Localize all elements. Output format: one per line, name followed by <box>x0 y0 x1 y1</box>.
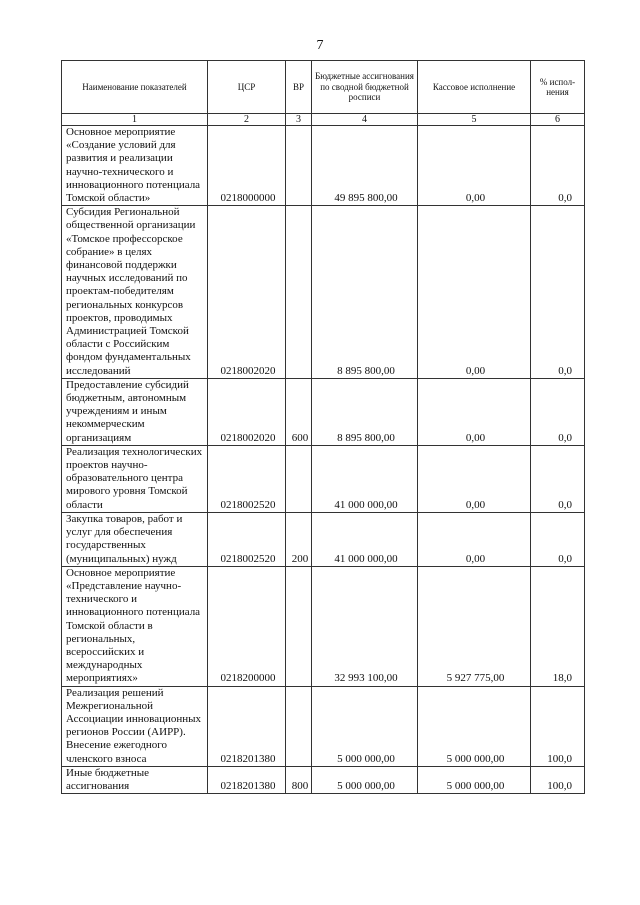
table-row <box>62 766 585 793</box>
row-csr: 0218002520 <box>208 445 286 512</box>
table-row <box>62 206 585 379</box>
row-budget: 8 895 800,00 <box>312 206 418 379</box>
row-cash: 0,00 <box>418 512 531 566</box>
row-vr <box>286 686 312 766</box>
row-csr: 0218201380 <box>208 686 286 766</box>
header-pct: % испол-нения <box>531 61 585 114</box>
row-vr: 600 <box>286 378 312 445</box>
row-pct: 0,0 <box>531 126 585 206</box>
row-name: Основное мероприятие «Представление научно-технического и инновационного потенциала Томской области в региональных, всероссийских и международных мероприятиях» <box>62 566 208 686</box>
row-csr: 0218002520 <box>208 512 286 566</box>
row-vr <box>286 206 312 379</box>
table-row <box>62 566 585 686</box>
row-name: Реализация технологических проектов научно-образовательного центра мирового уровня Томской области <box>62 445 208 512</box>
row-pct: 0,0 <box>531 445 585 512</box>
row-name: Предоставление субсидий бюджетным, автономным учреждениям и иным некоммерческим организациям <box>62 378 208 445</box>
column-number: 2 <box>208 114 286 126</box>
row-csr: 0218002020 <box>208 206 286 379</box>
table-row <box>62 686 585 766</box>
page-number: 7 <box>316 38 324 53</box>
table-row <box>62 126 585 206</box>
row-pct: 18,0 <box>531 566 585 686</box>
table-row <box>62 445 585 512</box>
row-cash: 5 000 000,00 <box>418 686 531 766</box>
column-number: 5 <box>418 114 531 126</box>
row-cash: 0,00 <box>418 445 531 512</box>
header-row <box>62 61 585 114</box>
row-name: Основное мероприятие «Создание условий для развития и реализации научно-технического и инновационного потенциала Томской области» <box>62 126 208 206</box>
row-budget: 5 000 000,00 <box>312 766 418 793</box>
row-pct: 100,0 <box>531 766 585 793</box>
column-number: 4 <box>312 114 418 126</box>
row-vr <box>286 126 312 206</box>
header-vr: ВР <box>286 61 312 114</box>
row-name: Реализация решений Межрегиональной Ассоциации инновационных регионов России (АИРР). Внесение ежегодного членского взноса <box>62 686 208 766</box>
header-cash: Кассовое исполнение <box>418 61 531 114</box>
row-cash: 0,00 <box>418 378 531 445</box>
row-cash: 0,00 <box>418 126 531 206</box>
row-pct: 100,0 <box>531 686 585 766</box>
row-pct: 0,0 <box>531 206 585 379</box>
row-budget: 41 000 000,00 <box>312 512 418 566</box>
column-number: 6 <box>531 114 585 126</box>
budget-execution-table <box>61 60 585 794</box>
row-budget: 32 993 100,00 <box>312 566 418 686</box>
row-cash: 5 000 000,00 <box>418 766 531 793</box>
row-cash: 0,00 <box>418 206 531 379</box>
row-vr: 200 <box>286 512 312 566</box>
row-vr <box>286 566 312 686</box>
row-cash: 5 927 775,00 <box>418 566 531 686</box>
row-name: Закупка товаров, работ и услуг для обеспечения государственных (муниципальных) нужд <box>62 512 208 566</box>
row-budget: 8 895 800,00 <box>312 378 418 445</box>
row-csr: 0218201380 <box>208 766 286 793</box>
row-name: Субсидия Региональной общественной организации «Томское профессорское собрание» в целях финансовой поддержки научных исследований по проектам-победителям региональных конкурсов проектов, проводимых Администрацией Томской области с Российским фондом фундаментальных исследований <box>62 206 208 379</box>
row-budget: 5 000 000,00 <box>312 686 418 766</box>
row-csr: 0218200000 <box>208 566 286 686</box>
row-csr: 0218002020 <box>208 378 286 445</box>
row-name: Иные бюджетные ассигнования <box>62 766 208 793</box>
row-vr <box>286 445 312 512</box>
column-numbers-row <box>62 114 585 126</box>
row-vr: 800 <box>286 766 312 793</box>
column-number: 3 <box>286 114 312 126</box>
table-row <box>62 512 585 566</box>
table-row <box>62 378 585 445</box>
header-budget: Бюджетные ассигнования по сводной бюджетной росписи <box>312 61 418 114</box>
row-pct: 0,0 <box>531 512 585 566</box>
row-pct: 0,0 <box>531 378 585 445</box>
row-budget: 49 895 800,00 <box>312 126 418 206</box>
row-csr: 0218000000 <box>208 126 286 206</box>
column-number: 1 <box>62 114 208 126</box>
header-csr: ЦСР <box>208 61 286 114</box>
row-budget: 41 000 000,00 <box>312 445 418 512</box>
header-name: Наименование показателей <box>62 61 208 114</box>
